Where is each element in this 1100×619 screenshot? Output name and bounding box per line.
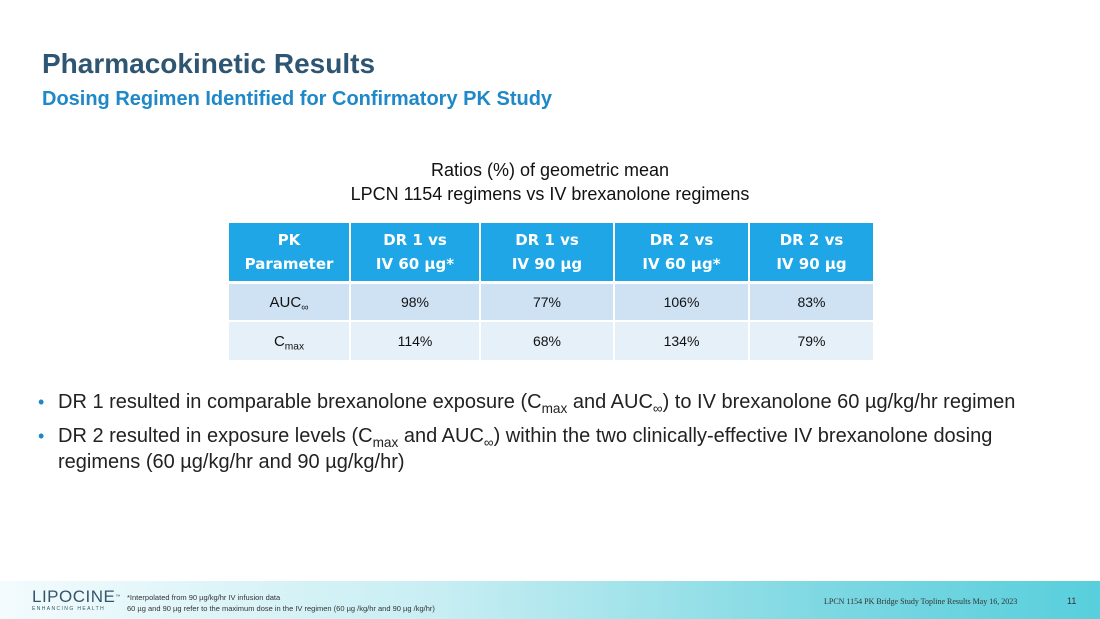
table-cell: 83% bbox=[750, 284, 873, 322]
bullet-text: DR 1 resulted in comparable brexanolone exposure (C bbox=[58, 391, 542, 413]
table-caption-line-2: LPCN 1154 regimens vs IV brexanolone regimens bbox=[350, 184, 750, 204]
bullet-text: and AUC bbox=[398, 425, 484, 447]
table-caption bbox=[0, 158, 1100, 206]
param-cell-cmax bbox=[229, 322, 351, 362]
bullet-text: ) to IV brexanolone 60 µg/kg/hr regimen bbox=[662, 391, 1016, 413]
header-line: PK bbox=[277, 231, 301, 249]
footnotes bbox=[127, 592, 435, 614]
bullet-subscript: max bbox=[541, 400, 568, 416]
header-line: IV 60 µg* bbox=[642, 255, 721, 273]
header-line: DR 1 vs bbox=[383, 231, 447, 249]
param-label: AUC bbox=[269, 293, 302, 311]
page-number: 11 bbox=[1067, 596, 1077, 606]
bullet-subscript: max bbox=[372, 434, 399, 450]
table-cell: 79% bbox=[750, 322, 873, 362]
bullet-dot-icon: • bbox=[38, 392, 45, 412]
table-header-row bbox=[229, 223, 873, 284]
table-row-auc bbox=[229, 284, 873, 322]
logo-trademark: ™ bbox=[115, 594, 121, 600]
footer-presentation-label: LPCN 1154 PK Bridge Study Topline Results May 16, 2023 bbox=[824, 597, 1018, 606]
bullet-subscript: ∞ bbox=[652, 400, 663, 416]
param-subscript: max bbox=[284, 341, 305, 353]
bullet-item-dr2 bbox=[38, 423, 1068, 475]
footnote-line: *Interpolated from 90 µg/kg/hr IV infusion data bbox=[127, 593, 281, 602]
header-line: IV 90 µg bbox=[511, 255, 583, 273]
logo-wordmark bbox=[32, 587, 121, 606]
slide-subtitle: Dosing Regimen Identified for Confirmatory PK Study bbox=[42, 88, 553, 110]
header-line: Parameter bbox=[244, 255, 334, 273]
header-dr1-vs-iv60 bbox=[351, 223, 481, 284]
pk-ratio-table bbox=[229, 223, 873, 362]
param-label: C bbox=[273, 332, 285, 350]
bullet-list bbox=[38, 389, 1068, 483]
bullet-text: and AUC bbox=[567, 391, 653, 413]
bullet-dot-icon: • bbox=[38, 426, 45, 446]
param-subscript: ∞ bbox=[301, 302, 309, 314]
table-cell: 68% bbox=[481, 322, 615, 362]
bullet-text: DR 2 resulted in exposure levels (C bbox=[58, 425, 373, 447]
table-cell: 98% bbox=[351, 284, 481, 322]
bullet-subscript: ∞ bbox=[483, 434, 494, 450]
param-cell-auc bbox=[229, 284, 351, 322]
table-cell: 134% bbox=[615, 322, 750, 362]
header-pk-parameter bbox=[229, 223, 351, 284]
table-row-cmax bbox=[229, 322, 873, 362]
logo-tagline: ENHANCING HEALTH bbox=[32, 606, 106, 612]
header-line: IV 90 µg bbox=[776, 255, 847, 273]
table-caption-line-1: Ratios (%) of geometric mean bbox=[430, 160, 670, 180]
header-line: DR 1 vs bbox=[515, 231, 579, 249]
header-dr2-vs-iv60 bbox=[615, 223, 750, 284]
footnote-line: 60 µg and 90 µg refer to the maximum dose in the IV regimen (60 µg /kg/hr and 90 µg /kg/hr) bbox=[127, 604, 435, 613]
table-cell: 114% bbox=[351, 322, 481, 362]
header-line: IV 60 µg* bbox=[375, 255, 455, 273]
table-cell: 77% bbox=[481, 284, 615, 322]
header-dr1-vs-iv90 bbox=[481, 223, 615, 284]
bullet-text: ) within the two clinically-effective IV brexanolone dosing regimens (60 µg/kg/hr and 90 µg/kg/hr) bbox=[58, 425, 993, 473]
bullet-item-dr1 bbox=[38, 389, 1068, 415]
header-line: DR 2 vs bbox=[649, 231, 714, 249]
header-line: DR 2 vs bbox=[779, 231, 844, 249]
logo-text: LIPOCINE bbox=[32, 587, 116, 606]
slide-title: Pharmacokinetic Results bbox=[42, 48, 376, 79]
table-cell: 106% bbox=[615, 284, 750, 322]
header-dr2-vs-iv90 bbox=[750, 223, 873, 284]
lipocine-logo bbox=[32, 587, 121, 616]
